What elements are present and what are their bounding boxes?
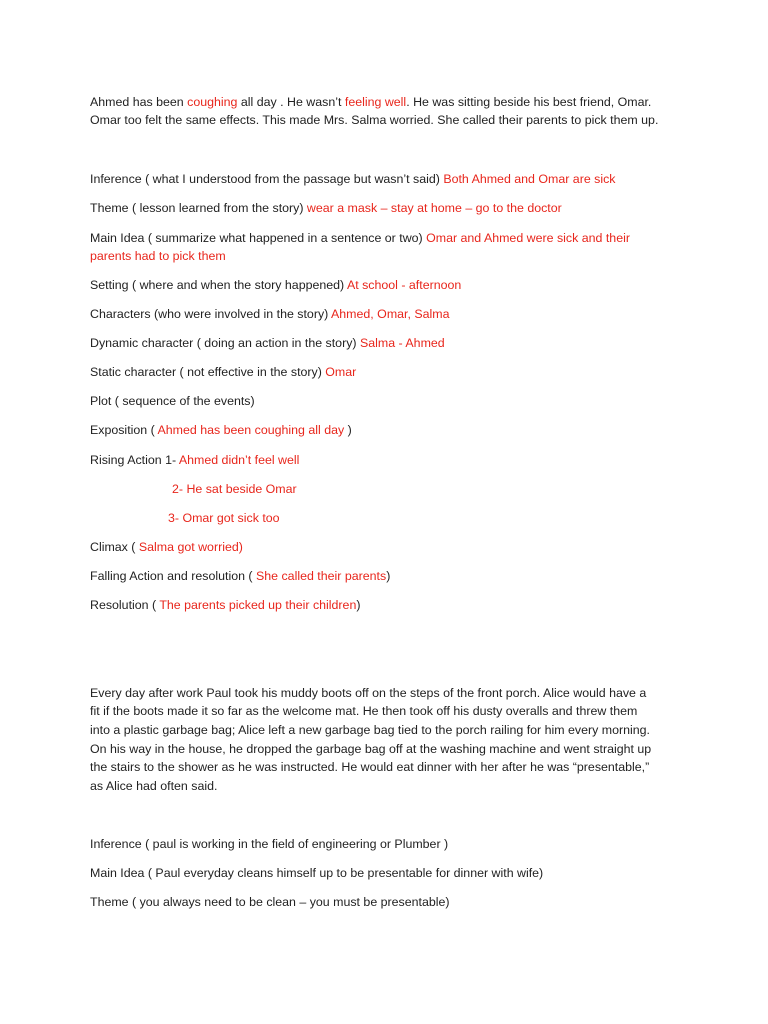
answer-text: Salma - Ahmed	[359, 336, 445, 350]
passage-text: . He was sitting beside his best friend, Omar.	[406, 95, 652, 109]
passage1-line2: Omar too felt the same effects. This made Mrs. Salma worried. She called their parents to pick them up.	[90, 113, 659, 127]
label-text: Climax (	[90, 540, 139, 554]
passage2-line: into a plastic garbage bag; Alice left a new garbage bag tied to the porch railing for him every morning.	[90, 723, 650, 737]
answer-text: Omar	[325, 365, 357, 379]
label-text: Main Idea ( summarize what happened in a sentence or two)	[90, 231, 427, 245]
label-text: Setting ( where and when the story happened)	[90, 278, 347, 292]
answer-text: At school - afternoon	[346, 278, 462, 292]
main-idea-line2: parents had to pick them	[90, 249, 226, 263]
inference2-line: Inference ( paul is working in the field of engineering or Plumber )	[90, 837, 449, 851]
main-idea-line	[90, 229, 630, 247]
passage2-line: Every day after work Paul took his muddy boots off on the steps of the front porch. Alice would have a	[90, 686, 647, 700]
highlight-text: coughing	[187, 95, 238, 109]
passage2-line: On his way in the house, he dropped the garbage bag off at the washing machine and went straight up	[90, 742, 652, 756]
inference-line	[90, 170, 616, 188]
answer-text: Ahmed didn’t feel well	[178, 453, 300, 467]
label-text: )	[344, 423, 352, 437]
passage2-line: the stairs to the shower as he was instructed. He would eat dinner with her after he was “presentable,”	[90, 760, 650, 774]
label-text: Static character ( not effective in the story)	[90, 365, 326, 379]
passage-text: all day . He wasn’t	[237, 95, 345, 109]
answer-text: She called their parents	[256, 569, 387, 583]
rising-action-line	[90, 451, 299, 469]
label-text: Rising Action 1-	[90, 453, 179, 467]
resolution-line	[90, 596, 360, 614]
passage2-line: as Alice had often said.	[90, 779, 218, 793]
highlight-text: feeling well	[344, 95, 407, 109]
label-text: )	[386, 569, 391, 583]
passage2-line: fit if the boots made it so far as the welcome mat. He then took off his dusty overalls and threw them	[90, 704, 638, 718]
answer-text: Ahmed has been coughing all day	[157, 423, 345, 437]
label-text: Falling Action and resolution (	[90, 569, 256, 583]
static-character-line	[90, 363, 356, 381]
label-text: Theme ( lesson learned from the story)	[90, 201, 307, 215]
plot-line: Plot ( sequence of the events)	[90, 394, 255, 408]
answer-text: Omar and Ahmed were sick and their	[426, 231, 630, 245]
label-text: )	[356, 598, 361, 612]
falling-action-line	[90, 567, 390, 585]
passage-text: Ahmed has been	[90, 95, 188, 109]
dynamic-character-line	[90, 334, 445, 352]
answer-text: wear a mask – stay at home – go to the doctor	[306, 201, 562, 215]
rising-action-item3: 3- Omar got sick too	[168, 511, 280, 525]
answer-text: The parents picked up their children	[159, 598, 357, 612]
answer-text: Salma got worried)	[138, 540, 243, 554]
climax-line	[90, 538, 243, 556]
setting-line	[90, 276, 461, 294]
rising-action-item2: 2- He sat beside Omar	[172, 482, 297, 496]
main-idea2-line: Main Idea ( Paul everyday cleans himself up to be presentable for dinner with wife)	[90, 866, 544, 880]
characters-line	[90, 305, 449, 323]
exposition-line	[90, 421, 352, 439]
label-text: Inference ( what I understood from the passage but wasn’t said)	[90, 172, 444, 186]
label-text: Characters (who were involved in the story)	[90, 307, 332, 321]
answer-text: Ahmed, Omar, Salma	[331, 307, 450, 321]
passage1-line1	[90, 93, 651, 111]
theme2-line: Theme ( you always need to be clean – you must be presentable)	[90, 895, 450, 909]
label-text: Exposition (	[90, 423, 158, 437]
theme-line	[90, 199, 562, 217]
answer-text: Both Ahmed and Omar are sick	[443, 172, 616, 186]
label-text: Dynamic character ( doing an action in the story)	[90, 336, 360, 350]
label-text: Resolution (	[90, 598, 160, 612]
